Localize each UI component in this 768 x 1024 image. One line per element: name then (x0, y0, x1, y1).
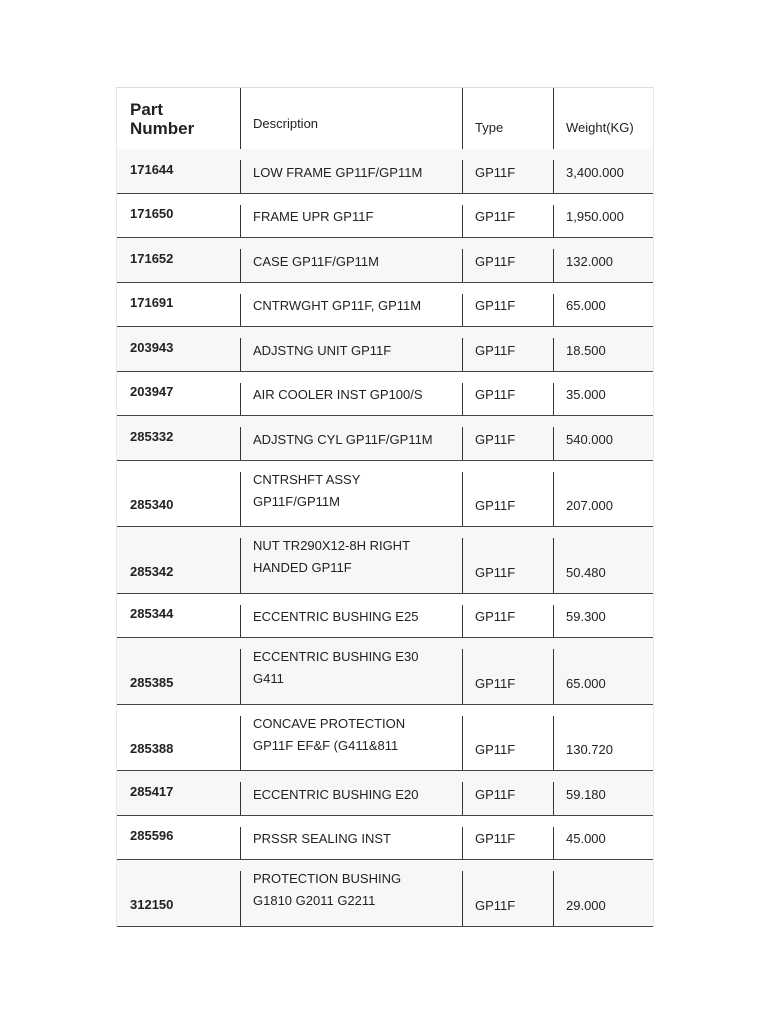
column-divider (462, 649, 463, 704)
column-divider (240, 716, 241, 771)
header-part-number (117, 88, 240, 149)
weight-value: 29.000 (566, 897, 606, 913)
description-cell (240, 283, 462, 327)
weight-value: 130.720 (566, 742, 613, 757)
column-divider (553, 871, 554, 926)
table-row (117, 771, 653, 816)
weight-value: 35.000 (566, 387, 606, 402)
weight-value: 65.000 (566, 675, 606, 691)
description-line: FRAME UPR GP11F (253, 209, 374, 224)
type-value: GP11F (475, 498, 516, 513)
weight-value: 59.180 (566, 786, 606, 802)
table-row (117, 527, 653, 594)
column-divider (240, 827, 241, 860)
weight-value: 65.000 (566, 298, 606, 313)
part-number-cell: 171691 (130, 295, 174, 310)
column-divider (462, 383, 463, 416)
type-value: GP11F (475, 431, 516, 447)
column-divider (462, 338, 463, 371)
description-cell (240, 238, 462, 282)
type-value: GP11F (475, 786, 516, 802)
description-cell (240, 705, 462, 771)
column-divider (240, 472, 241, 527)
header-description (240, 88, 462, 149)
column-divider (240, 249, 241, 282)
description-line: AIR COOLER INST GP100/S (253, 387, 423, 402)
parts-table (116, 87, 654, 927)
header-part-number-label: Part Number (130, 100, 195, 138)
weight-cell (553, 594, 653, 638)
type-cell (462, 594, 553, 638)
weight-cell (553, 149, 653, 193)
type-value: GP11F (475, 387, 516, 402)
column-divider (462, 538, 463, 593)
description-cell (240, 771, 462, 815)
column-divider (462, 716, 463, 771)
description-cell (240, 594, 462, 638)
type-value: GP11F (475, 209, 516, 224)
type-cell (462, 194, 553, 238)
type-value: GP11F (475, 298, 516, 313)
part-number-cell: 285385 (130, 674, 174, 690)
description-cell (240, 416, 462, 460)
table-row (117, 238, 653, 283)
column-divider (240, 427, 241, 460)
column-divider (462, 827, 463, 860)
type-value: GP11F (475, 742, 516, 757)
description-line: ECCENTRIC BUSHING E30 (253, 649, 419, 664)
column-divider (553, 205, 554, 238)
type-cell (462, 238, 553, 282)
description-cell (240, 149, 462, 193)
column-divider (462, 205, 463, 238)
weight-cell (553, 372, 653, 416)
type-value: GP11F (475, 831, 516, 846)
description-line: PROTECTION BUSHING (253, 871, 402, 886)
description-cell (240, 194, 462, 238)
table-body (117, 149, 653, 927)
table-row (117, 372, 653, 417)
type-value: GP11F (475, 164, 516, 180)
type-value: GP11F (475, 675, 516, 691)
table-row (117, 860, 653, 927)
weight-cell (553, 194, 653, 238)
description-cell (240, 638, 462, 704)
type-value: GP11F (475, 342, 516, 358)
column-divider (553, 427, 554, 460)
column-divider (240, 649, 241, 704)
weight-cell (553, 816, 653, 860)
type-cell (462, 461, 553, 527)
column-divider (553, 338, 554, 371)
part-number-cell: 285596 (130, 828, 174, 843)
column-divider (553, 782, 554, 815)
header-weight-label: Weight(KG) (566, 120, 634, 135)
type-cell (462, 705, 553, 771)
header-description-label: Description (253, 116, 319, 131)
part-number-cell: 285388 (130, 741, 174, 756)
column-divider (553, 716, 554, 771)
description-cell (240, 372, 462, 416)
description-line: G411 (253, 671, 284, 686)
type-cell (462, 416, 553, 460)
description-line: CNTRWGHT GP11F, GP11M (253, 298, 422, 313)
weight-value: 132.000 (566, 253, 613, 269)
description-line: G1810 G2011 G2211 (253, 893, 376, 908)
column-divider (462, 605, 463, 638)
header-type (462, 88, 553, 149)
column-divider (462, 427, 463, 460)
weight-value: 59.300 (566, 609, 606, 624)
description-cell (240, 816, 462, 860)
column-divider (240, 338, 241, 371)
type-value: GP11F (475, 253, 516, 269)
weight-value: 1,950.000 (566, 209, 624, 224)
table-row (117, 594, 653, 639)
column-divider (240, 383, 241, 416)
column-divider (553, 827, 554, 860)
header-weight (553, 88, 653, 149)
table-row (117, 416, 653, 461)
part-number-cell: 171652 (130, 250, 174, 266)
description-line: GP11F EF&F (G411&811 (253, 737, 399, 753)
table-row (117, 194, 653, 239)
type-value: GP11F (475, 564, 516, 580)
part-number-cell: 312150 (130, 896, 174, 912)
table-row (117, 327, 653, 372)
part-number-cell: 171650 (130, 206, 174, 221)
weight-cell (553, 638, 653, 704)
description-line: PRSSR SEALING INST (253, 831, 391, 846)
description-line: ECCENTRIC BUSHING E25 (253, 609, 419, 624)
description-line: ADJSTNG UNIT GP11F (253, 342, 392, 358)
type-cell (462, 372, 553, 416)
column-divider (240, 88, 241, 149)
column-divider (240, 782, 241, 815)
weight-value: 207.000 (566, 498, 613, 513)
weight-value: 540.000 (566, 431, 613, 447)
part-number-cell: 285340 (130, 497, 174, 512)
weight-value: 50.480 (566, 564, 606, 580)
description-line: CASE GP11F/GP11M (253, 253, 379, 269)
description-cell (240, 327, 462, 371)
column-divider (553, 649, 554, 704)
type-cell (462, 149, 553, 193)
description-cell (240, 461, 462, 527)
table-row (117, 283, 653, 328)
column-divider (553, 160, 554, 193)
type-cell (462, 527, 553, 593)
description-line: ADJSTNG CYL GP11F/GP11M (253, 431, 433, 447)
column-divider (553, 88, 554, 149)
part-number-cell: 171644 (130, 161, 174, 177)
table-row (117, 705, 653, 772)
column-divider (462, 249, 463, 282)
weight-cell (553, 238, 653, 282)
description-cell (240, 860, 462, 926)
table-row (117, 149, 653, 194)
description-line: ECCENTRIC BUSHING E20 (253, 786, 419, 802)
type-cell (462, 860, 553, 926)
column-divider (462, 782, 463, 815)
table-row (117, 816, 653, 861)
weight-cell (553, 771, 653, 815)
column-divider (240, 605, 241, 638)
column-divider (553, 383, 554, 416)
table-header-row (117, 88, 653, 149)
weight-cell (553, 461, 653, 527)
weight-cell (553, 705, 653, 771)
type-cell (462, 327, 553, 371)
weight-value: 3,400.000 (566, 164, 624, 180)
column-divider (462, 871, 463, 926)
weight-cell (553, 527, 653, 593)
description-line: NUT TR290X12-8H RIGHT (253, 538, 411, 553)
column-divider (240, 205, 241, 238)
column-divider (553, 472, 554, 527)
column-divider (240, 294, 241, 327)
column-divider (462, 294, 463, 327)
weight-cell (553, 860, 653, 926)
type-cell (462, 283, 553, 327)
table-row (117, 461, 653, 528)
weight-value: 45.000 (566, 831, 606, 846)
column-divider (240, 871, 241, 926)
column-divider (462, 160, 463, 193)
column-divider (553, 605, 554, 638)
column-divider (240, 160, 241, 193)
column-divider (240, 538, 241, 593)
column-divider (553, 249, 554, 282)
part-number-cell: 203947 (130, 384, 174, 399)
description-line: CNTRSHFT ASSY (253, 471, 361, 487)
weight-cell (553, 283, 653, 327)
column-divider (553, 538, 554, 593)
column-divider (462, 472, 463, 527)
type-value: GP11F (475, 609, 516, 624)
column-divider (462, 88, 463, 149)
description-line: GP11F/GP11M (253, 493, 340, 509)
type-cell (462, 771, 553, 815)
description-line: HANDED GP11F (253, 560, 352, 575)
description-line: CONCAVE PROTECTION (253, 715, 406, 731)
type-value: GP11F (475, 897, 516, 913)
header-type-label: Type (475, 120, 504, 135)
description-cell (240, 527, 462, 593)
type-cell (462, 638, 553, 704)
part-number-cell: 285332 (130, 428, 174, 444)
part-number-cell: 285417 (130, 783, 174, 799)
column-divider (553, 294, 554, 327)
part-number-cell: 285344 (130, 606, 174, 621)
weight-cell (553, 416, 653, 460)
part-number-cell: 203943 (130, 339, 174, 355)
table-row (117, 638, 653, 705)
weight-value: 18.500 (566, 342, 606, 358)
type-cell (462, 816, 553, 860)
part-number-cell: 285342 (130, 563, 174, 579)
description-line: LOW FRAME GP11F/GP11M (253, 164, 423, 180)
weight-cell (553, 327, 653, 371)
